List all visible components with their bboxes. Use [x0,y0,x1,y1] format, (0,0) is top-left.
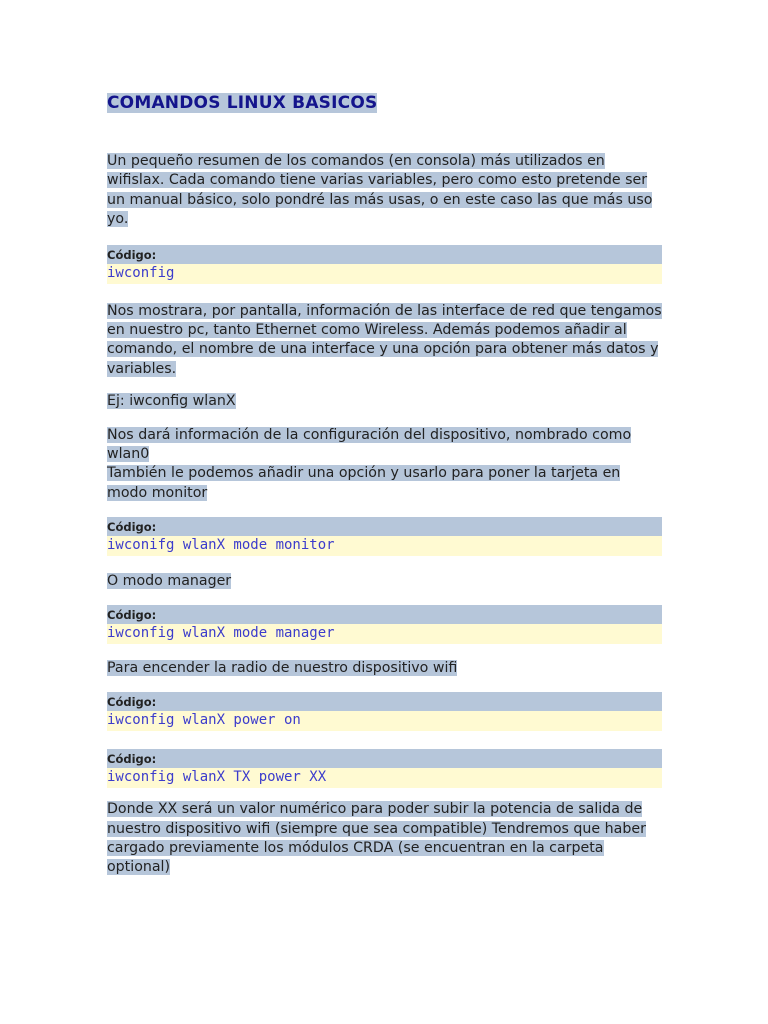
code-block-mode-manager [107,605,662,644]
code-command: iwconfig wlanX mode manager [107,624,662,644]
iwconfig-description-text: Nos mostrara, por pantalla, información de las interface de red que tengamos en nuestro pc, tanto Ethernet como Wireless. Además podemos añadir al comando, el nombre de una interface y una opción para obtener más datos y variables. [107,302,662,377]
code-block-power-on [107,692,662,731]
xx-description [107,800,663,878]
code-label: Código: [107,245,662,264]
radio-line-text: Para encender la radio de nuestro dispositivo wifi [107,659,458,676]
code-command: iwconfig wlanX power on [107,711,662,731]
code-label: Código: [107,692,662,711]
monitor-mode-description [107,464,663,503]
xx-description-text: Donde XX será un valor numérico para poder subir la potencia de salida de nuestro dispositivo wifi (siempre que sea compatible) Tendremos que haber cargado previamente los módulos CRDA (se encuentran en la carpeta optional) [107,801,646,876]
manager-mode-line [107,572,663,591]
example-line-text: Ej: iwconfig wlanX [107,393,236,410]
intro-paragraph-text: Un pequeño resumen de los comandos (en consola) más utilizados en wifislax. Cada comando tiene varias variables, pero como esto pretende ser un manual básico, solo pondré las más usas, o en este caso las que más uso yo. [107,153,653,228]
document-title [107,92,663,114]
intro-paragraph [107,152,663,230]
monitor-mode-description-text: También le podemos añadir una opción y usarlo para poner la tarjeta en modo monitor [107,465,621,501]
wlan0-description [107,426,663,465]
document-title-text: COMANDOS LINUX BASICOS [107,93,378,113]
code-command: iwconfig [107,264,662,284]
code-block-iwconfig [107,245,662,284]
code-label: Código: [107,517,662,536]
code-command: iwconfig wlanX TX power XX [107,768,662,788]
code-label: Código: [107,749,662,768]
document-page [107,92,663,878]
radio-line [107,659,663,678]
code-command: iwconifg wlanX mode monitor [107,536,662,556]
manager-mode-line-text: O modo manager [107,573,232,590]
wlan0-description-text-1: Nos dará información de la configuración del dispositivo, nombrado como wlan0 [107,426,632,463]
example-line [107,392,663,411]
code-label: Código: [107,605,662,624]
code-block-mode-monitor [107,517,662,556]
iwconfig-description [107,302,663,380]
code-block-tx-power [107,749,662,788]
